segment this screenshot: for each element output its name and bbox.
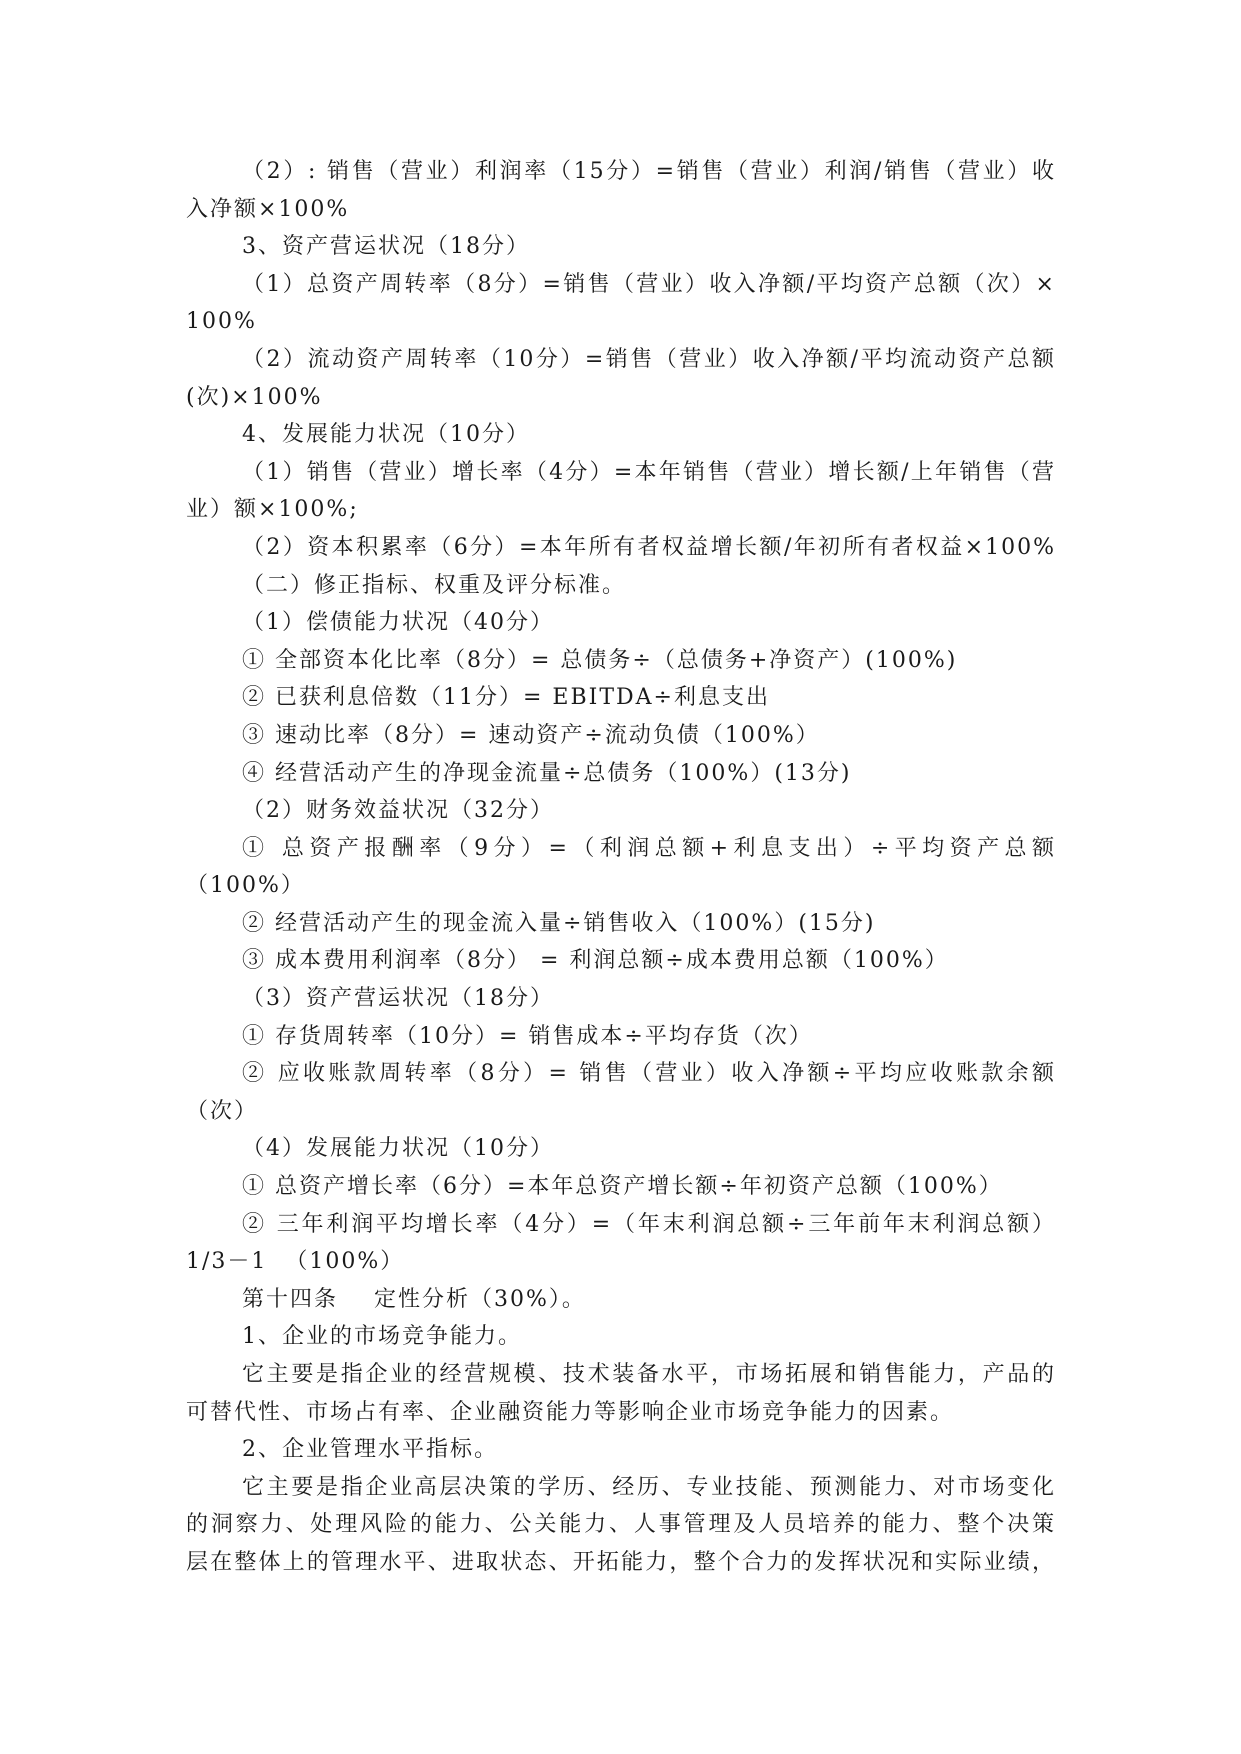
text-line: （1）销售（营业）增长率（4分）=本年销售（营业）增长额/上年销售（营: [242, 459, 1056, 485]
text-line: 入净额×100%: [186, 196, 350, 222]
text-line: 1/3－1 （100%）: [186, 1249, 405, 1275]
text-line: ③ 速动比率（8分）= 速动资产÷流动负债（100%）: [242, 722, 820, 748]
text-line: 的洞察力、处理风险的能力、公关能力、人事管理及人员培养的能力、整个决策: [186, 1512, 1056, 1538]
text-line: ① 存货周转率（10分）= 销售成本÷平均存货（次）: [242, 1023, 813, 1049]
text-line: 可替代性、市场占有率、企业融资能力等影响企业市场竞争能力的因素。: [186, 1399, 955, 1425]
text-line: ④ 经营活动产生的净现金流量÷总债务（100%）(13分): [242, 760, 852, 786]
text-line: ① 全部资本化比率（8分）= 总债务÷（总债务+净资产）(100%): [242, 647, 958, 673]
text-line: （4）发展能力状况（10分）: [242, 1136, 554, 1162]
text-line: （1）总资产周转率（8分）=销售（营业）收入净额/平均资产总额（次）×: [242, 271, 1056, 297]
text-line: （次）: [186, 1098, 259, 1124]
text-line: 第十四条 定性分析（30%）。: [242, 1286, 586, 1312]
text-line: ① 总资产报酬率（9分）=（利润总额+利息支出）÷平均资产总额: [242, 835, 1056, 861]
text-line: （2）财务效益状况（32分）: [242, 798, 554, 824]
text-line: 2、企业管理水平指标。: [242, 1437, 498, 1463]
text-line: ② 经营活动产生的现金流入量÷销售收入（100%）(15分): [242, 910, 876, 936]
text-line: （1）偿债能力状况（40分）: [242, 610, 554, 636]
text-line: （二）修正指标、权重及评分标准。: [242, 572, 627, 598]
text-line: ③ 成本费用利润率（8分） = 利润总额÷成本费用总额（100%）: [242, 948, 949, 974]
text-line: 1、企业的市场竞争能力。: [242, 1324, 522, 1350]
text-line: （100%）: [186, 873, 305, 899]
text-line: （2）流动资产周转率（10分）=销售（营业）收入净额/平均流动资产总额: [242, 346, 1056, 372]
text-line: ② 应收账款周转率（8分）= 销售（营业）收入净额÷平均应收账款余额: [242, 1061, 1056, 1087]
text-line: 层在整体上的管理水平、进取状态、开拓能力，整个合力的发挥状况和实际业绩，: [186, 1549, 1056, 1575]
text-line: 业）额×100%;: [186, 497, 359, 523]
text-line: （3）资产营运状况（18分）: [242, 986, 554, 1012]
text-line: （2）: 销售（营业）利润率（15分）=销售（营业）利润/销售（营业）收: [242, 159, 1056, 184]
text-line: （2）资本积累率（6分）=本年所有者权益增长额/年初所有者权益×100%: [242, 534, 1056, 560]
text-line: 100%: [186, 309, 257, 335]
text-line: (次)×100%: [186, 384, 323, 410]
text-line: 3、资产营运状况（18分）: [242, 234, 530, 260]
text-line: ② 三年利润平均增长率（4分）=（年末利润总额÷三年前年末利润总额）: [242, 1211, 1056, 1237]
text-line: 4、发展能力状况（10分）: [242, 422, 530, 448]
document-body: [186, 153, 1056, 1582]
text-line: 它主要是指企业高层决策的学历、经历、专业技能、预测能力、对市场变化: [242, 1474, 1056, 1500]
text-line: 它主要是指企业的经营规模、技术装备水平，市场拓展和销售能力，产品的: [242, 1362, 1056, 1387]
text-line: ① 总资产增长率（6分）=本年总资产增长额÷年初资产总额（100%）: [242, 1174, 1003, 1200]
text-line: ② 已获利息倍数（11分）= EBITDA÷利息支出: [242, 685, 770, 711]
